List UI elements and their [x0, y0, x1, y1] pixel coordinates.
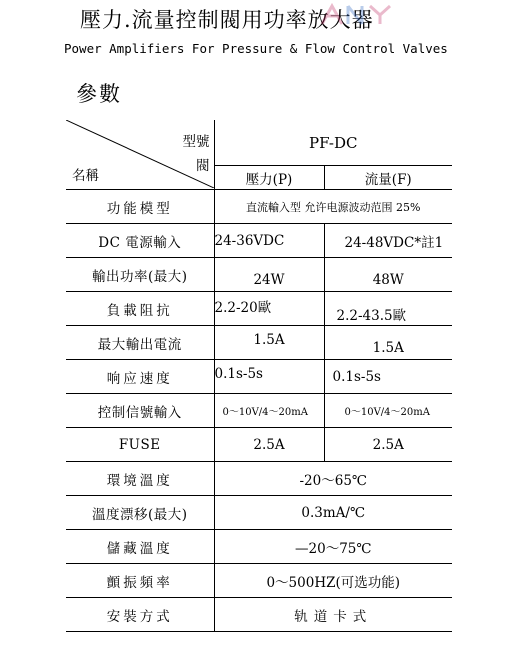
row-label: 儲藏溫度 [66, 530, 214, 564]
row-label: 輸出功率(最大) [66, 258, 214, 292]
table-row [66, 496, 452, 530]
row-label: 安裝方式 [66, 598, 214, 632]
row-value-flow: 0.1s-5s [332, 368, 381, 385]
table-row [66, 224, 452, 258]
row-label: 環境溫度 [66, 462, 214, 496]
corner-type-label: 型號 [182, 134, 210, 150]
corner-name-label: 名稱 [72, 168, 99, 184]
row-label: DC 電源輸入 [66, 224, 214, 258]
flow-column-header: 流量(F) [324, 166, 452, 190]
row-value-pressure: 2.2-20歐 [214, 299, 272, 316]
row-value: —20～75℃ [214, 530, 452, 564]
table-row [66, 564, 452, 598]
table-header-row [66, 120, 452, 166]
row-value-flow: 1.5A [372, 339, 404, 356]
row-value-pressure: 24-36VDC [214, 224, 324, 258]
row-label: FUSE [66, 428, 214, 462]
spec-table [66, 120, 452, 632]
row-value-flow: 2.2-43.5歐 [336, 307, 407, 324]
row-label: 最大輸出電流 [66, 326, 214, 360]
row-value-pressure: 2.5A [214, 428, 324, 462]
table-row [66, 598, 452, 632]
row-label: 溫度漂移(最大) [66, 496, 214, 530]
row-value: 直流輸入型 允许电源波动范围 25% [214, 190, 452, 224]
page-title: 壓力.流量控制閥用功率放大器 [80, 8, 374, 32]
row-value-pressure: 1.5A [253, 331, 285, 348]
header-corner-cell [66, 120, 214, 190]
table-row [66, 360, 452, 394]
section-heading: 參數 [76, 82, 122, 106]
table-row [66, 530, 452, 564]
row-value: -20～65℃ [214, 462, 452, 496]
row-value-pressure: 24W [253, 271, 285, 288]
page-subtitle: Power Amplifiers For Pressure & Flow Control Valves [64, 41, 448, 56]
model-header: PF-DC [214, 120, 452, 166]
row-label: 功能模型 [66, 190, 214, 224]
row-value-flow: 24-48VDC*註1 [324, 224, 452, 258]
row-value-pressure: 0～10V/4～20mA [214, 394, 324, 428]
corner-valve-label: 閥 [196, 158, 210, 174]
row-value: 轨道卡式 [214, 598, 452, 632]
table-row [66, 190, 452, 224]
row-label: 負載阻抗 [66, 292, 214, 326]
row-value: 0.3mA/℃ [214, 496, 452, 530]
row-value: 0～500HZ(可选功能) [214, 564, 452, 598]
table-row [66, 258, 452, 292]
watermark-logo [318, 2, 398, 28]
row-value-pressure: 0.1s-5s [214, 365, 263, 382]
table-row [66, 428, 452, 462]
row-value-flow: 0～10V/4～20mA [324, 394, 452, 428]
table-row [66, 292, 452, 326]
table-row [66, 326, 452, 360]
row-label: 控制信號輸入 [66, 394, 214, 428]
row-label: 顫振頻率 [66, 564, 214, 598]
table-row [66, 394, 452, 428]
row-value-flow: 2.5A [324, 428, 452, 462]
pressure-column-header: 壓力(P) [214, 166, 324, 190]
row-value-flow: 48W [372, 271, 404, 288]
row-label: 响应速度 [66, 360, 214, 394]
table-row [66, 462, 452, 496]
